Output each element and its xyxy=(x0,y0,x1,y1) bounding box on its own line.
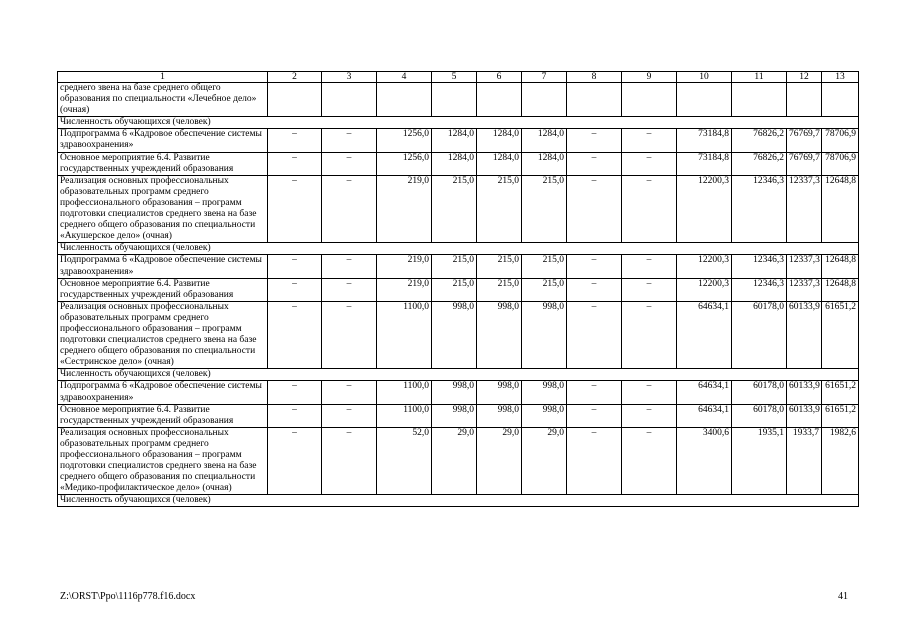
table-row xyxy=(58,381,859,404)
row-value-col-7: 998,0 xyxy=(522,404,567,427)
section-label: Численность обучающихся (человек) xyxy=(58,495,859,507)
row-value-col-8: – xyxy=(567,381,622,404)
column-header-7: 7 xyxy=(522,72,567,83)
row-value-col-9: – xyxy=(622,404,677,427)
row-value-col-10: 12200,3 xyxy=(677,255,732,278)
column-header-3: 3 xyxy=(322,72,377,83)
column-header-11: 11 xyxy=(732,72,787,83)
row-value-col-8: – xyxy=(567,175,622,243)
row-value-col-9: – xyxy=(622,381,677,404)
row-value-col-10: 73184,8 xyxy=(677,152,732,175)
row-value-col-2: – xyxy=(268,255,322,278)
row-value-col-8: – xyxy=(567,255,622,278)
row-value-col-6: 1284,0 xyxy=(477,152,522,175)
row-value-col-2: – xyxy=(268,278,322,301)
row-value-col-8: – xyxy=(567,278,622,301)
column-header-1: 1 xyxy=(58,72,268,83)
row-value-col-8: – xyxy=(567,129,622,152)
row-value-col-10: 64634,1 xyxy=(677,404,732,427)
row-value-col-10: 12200,3 xyxy=(677,175,732,243)
row-value-col-11: 12346,3 xyxy=(732,278,787,301)
row-value-col-3: – xyxy=(322,301,377,369)
section-row xyxy=(58,495,859,507)
row-value-col-6: 998,0 xyxy=(477,381,522,404)
row-value-col-3: – xyxy=(322,152,377,175)
row-value-col-5: 215,0 xyxy=(432,278,477,301)
row-value-col-8: – xyxy=(567,301,622,369)
table-row xyxy=(58,152,859,175)
row-value-col-7: 998,0 xyxy=(522,301,567,369)
row-value-col-10: 64634,1 xyxy=(677,301,732,369)
row-value-col-2: – xyxy=(268,152,322,175)
section-row xyxy=(58,117,859,129)
row-label: Подпрограмма 6 «Кадровое обеспечение системы здравоохранения» xyxy=(58,381,268,404)
row-label: Основное мероприятие 6.4. Развитие государственных учреждений образования xyxy=(58,278,268,301)
column-header-9: 9 xyxy=(622,72,677,83)
column-header-5: 5 xyxy=(432,72,477,83)
row-value-col-4: 1256,0 xyxy=(377,152,432,175)
row-value-col-12: 12337,3 xyxy=(787,255,822,278)
row-value-col-2: – xyxy=(268,175,322,243)
row-value-col-13: 61651,2 xyxy=(822,381,859,404)
row-value-col-4: 1100,0 xyxy=(377,404,432,427)
row-value-col-3: – xyxy=(322,381,377,404)
row-value-col-11: 60178,0 xyxy=(732,404,787,427)
row-value-col-3: – xyxy=(322,427,377,495)
row-value-col-12: 60133,9 xyxy=(787,381,822,404)
row-value-col-5: 998,0 xyxy=(432,404,477,427)
row-value-col-13: 1982,6 xyxy=(822,427,859,495)
row-value-col-3: – xyxy=(322,175,377,243)
row-label: Реализация основных профессиональных образовательных программ среднего профессионального образования – программ подготовки специалистов среднего звена на базе среднего общего образования по специальности «Акушерское дело» (очная) xyxy=(58,175,268,243)
row-value-col-7: 215,0 xyxy=(522,175,567,243)
row-value-col-4: 1100,0 xyxy=(377,301,432,369)
row-value-col-12: 1933,7 xyxy=(787,427,822,495)
row-value-col-9: – xyxy=(622,255,677,278)
column-header-6: 6 xyxy=(477,72,522,83)
row-value-col-7: 998,0 xyxy=(522,381,567,404)
row-value-col-4: 219,0 xyxy=(377,255,432,278)
row-value-col-9: – xyxy=(622,278,677,301)
row-value-col-9: – xyxy=(622,152,677,175)
row-value-col-6: 215,0 xyxy=(477,255,522,278)
row-value-col-4: 1100,0 xyxy=(377,381,432,404)
row-value-col-9: – xyxy=(622,129,677,152)
section-label: Численность обучающихся (человек) xyxy=(58,117,859,129)
row-value-col-9: – xyxy=(622,175,677,243)
row-value-col-5: 998,0 xyxy=(432,381,477,404)
row-value-col-2: – xyxy=(268,301,322,369)
row-value-col-10: 64634,1 xyxy=(677,381,732,404)
row-value-col-10: 12200,3 xyxy=(677,278,732,301)
row-value-col-2: – xyxy=(268,427,322,495)
row-value-col-6: 215,0 xyxy=(477,175,522,243)
row-value-col-8: – xyxy=(567,152,622,175)
row-label: Реализация основных профессиональных образовательных программ среднего профессионального образования – программ подготовки специалистов среднего звена на базе среднего общего образования по специальности «Сестринское дело» (очная) xyxy=(58,301,268,369)
row-value-col-13: 78706,9 xyxy=(822,152,859,175)
row-value-col-11: 12346,3 xyxy=(732,255,787,278)
section-row xyxy=(58,243,859,255)
budget-table xyxy=(57,71,859,507)
row-value-col-6: 1284,0 xyxy=(477,129,522,152)
row-value-col-6: 29,0 xyxy=(477,427,522,495)
row-label: Подпрограмма 6 «Кадровое обеспечение системы здравоохранения» xyxy=(58,129,268,152)
row-value-col-11: 76826,2 xyxy=(732,129,787,152)
row-value-col-10: 73184,8 xyxy=(677,129,732,152)
row-value-col-13: 12648,8 xyxy=(822,278,859,301)
row-value-col-13: 61651,2 xyxy=(822,301,859,369)
row-value-col-11: 60178,0 xyxy=(732,381,787,404)
row-value-col-11: 76826,2 xyxy=(732,152,787,175)
row-value-col-7: 215,0 xyxy=(522,255,567,278)
row-value-col-6: 215,0 xyxy=(477,278,522,301)
column-header-13: 13 xyxy=(822,72,859,83)
row-value-col-13: 61651,2 xyxy=(822,404,859,427)
column-number-row xyxy=(58,72,859,83)
row-value-col-2: – xyxy=(268,404,322,427)
page-number: 41 xyxy=(838,591,848,602)
row-value-col-3: – xyxy=(322,404,377,427)
row-value-col-7: 1284,0 xyxy=(522,129,567,152)
row-value-col-3: – xyxy=(322,255,377,278)
row-label: Основное мероприятие 6.4. Развитие государственных учреждений образования xyxy=(58,152,268,175)
row-value-col-12: 76769,7 xyxy=(787,129,822,152)
table-row xyxy=(58,301,859,369)
column-header-12: 12 xyxy=(787,72,822,83)
row-value-col-13: 12648,8 xyxy=(822,175,859,243)
table-row xyxy=(58,129,859,152)
row-value-col-12: 12337,3 xyxy=(787,278,822,301)
table-row xyxy=(58,427,859,495)
row-value-col-2: – xyxy=(268,129,322,152)
row-value-col-5: 215,0 xyxy=(432,175,477,243)
row-value-col-6: 998,0 xyxy=(477,301,522,369)
row-value-col-3: – xyxy=(322,129,377,152)
row-value-col-4: 52,0 xyxy=(377,427,432,495)
row-value-col-4: 219,0 xyxy=(377,175,432,243)
row-value-col-7: 215,0 xyxy=(522,278,567,301)
column-header-10: 10 xyxy=(677,72,732,83)
row-value-col-9: – xyxy=(622,427,677,495)
section-label: Численность обучающихся (человек) xyxy=(58,243,859,255)
row-value-col-13: 78706,9 xyxy=(822,129,859,152)
row-value-col-4: 1256,0 xyxy=(377,129,432,152)
row-value-col-5: 1284,0 xyxy=(432,129,477,152)
table-row xyxy=(58,175,859,243)
row-value-col-11: 1935,1 xyxy=(732,427,787,495)
row-value-col-11: 60178,0 xyxy=(732,301,787,369)
row-value-col-12: 12337,3 xyxy=(787,175,822,243)
row-value-col-9: – xyxy=(622,301,677,369)
continuation-label: среднего звена на базе среднего общего образования по специальности «Лечебное дело» (очная) xyxy=(58,83,268,117)
row-value-col-5: 29,0 xyxy=(432,427,477,495)
table-body xyxy=(58,72,859,507)
column-header-2: 2 xyxy=(268,72,322,83)
row-value-col-10: 3400,6 xyxy=(677,427,732,495)
table-row xyxy=(58,278,859,301)
document-path: Z:\ORST\Ppo\1116p778.f16.docx xyxy=(60,591,196,602)
row-value-col-3: – xyxy=(322,278,377,301)
row-value-col-7: 29,0 xyxy=(522,427,567,495)
row-value-col-13: 12648,8 xyxy=(822,255,859,278)
section-label: Численность обучающихся (человек) xyxy=(58,369,859,381)
table-row xyxy=(58,255,859,278)
table-row xyxy=(58,404,859,427)
row-label: Основное мероприятие 6.4. Развитие государственных учреждений образования xyxy=(58,404,268,427)
row-label: Реализация основных профессиональных образовательных программ среднего профессионального образования – программ подготовки специалистов среднего звена на базе среднего общего образования по специальности «Медико-профилактическое дело» (очная) xyxy=(58,427,268,495)
row-value-col-7: 1284,0 xyxy=(522,152,567,175)
row-value-col-5: 215,0 xyxy=(432,255,477,278)
row-value-col-5: 998,0 xyxy=(432,301,477,369)
column-header-8: 8 xyxy=(567,72,622,83)
row-label: Подпрограмма 6 «Кадровое обеспечение системы здравоохранения» xyxy=(58,255,268,278)
row-value-col-12: 60133,9 xyxy=(787,404,822,427)
row-value-col-6: 998,0 xyxy=(477,404,522,427)
continuation-row xyxy=(58,83,859,117)
column-header-4: 4 xyxy=(377,72,432,83)
row-value-col-11: 12346,3 xyxy=(732,175,787,243)
section-row xyxy=(58,369,859,381)
row-value-col-5: 1284,0 xyxy=(432,152,477,175)
row-value-col-12: 76769,7 xyxy=(787,152,822,175)
row-value-col-4: 219,0 xyxy=(377,278,432,301)
row-value-col-8: – xyxy=(567,404,622,427)
row-value-col-12: 60133,9 xyxy=(787,301,822,369)
row-value-col-8: – xyxy=(567,427,622,495)
row-value-col-2: – xyxy=(268,381,322,404)
